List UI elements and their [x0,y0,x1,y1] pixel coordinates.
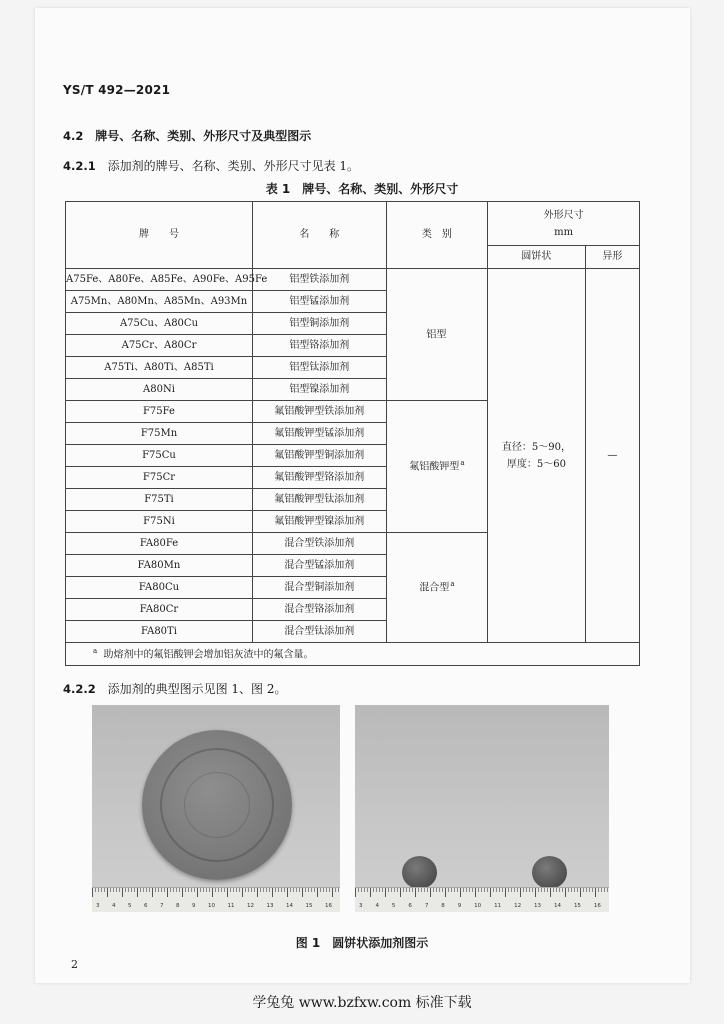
grade-cell: FA80Cu [66,577,253,599]
ruler-label: 15 [305,903,313,909]
section-number: 4.2.1 [63,159,96,173]
category-label: 铝型 [426,329,447,341]
section-number: 4.2.2 [63,682,96,696]
site-footer: 学兔兔 www.bzfxw.com 标准下载 [252,995,472,1011]
header-category: 类 别 [386,202,488,269]
figure-number: 图 1 [295,936,321,950]
section-heading-4-2-1 [63,157,359,174]
irregular-dims-cell: — [585,269,639,643]
category-cell [386,533,488,643]
table-footnote [66,643,640,666]
grade-cell: FA80Cr [66,599,253,621]
name-cell: 氟铝酸钾型铜添加剂 [252,445,386,467]
ruler-label: 11 [494,903,502,909]
ruler-label: 13 [266,903,274,909]
header-irregular: 异形 [585,246,639,269]
name-cell: 氟铝酸钾型钛添加剂 [252,489,386,511]
header-grade: 牌 号 [66,202,253,269]
name-cell: 混合型锰添加剂 [252,555,386,577]
name-cell: 铝型铬添加剂 [252,335,386,357]
round-dims-cell [488,269,586,643]
grade-cell: A80Ni [66,379,253,401]
grade-cell: F75Ti [66,489,253,511]
ruler-label: 10 [474,903,482,909]
name-cell: 铝型钛添加剂 [252,357,386,379]
ruler-label: 16 [593,903,601,909]
name-cell: 氟铝酸钾型铬添加剂 [252,467,386,489]
ruler-label: 13 [534,903,542,909]
grade-cell: A75Ti、A80Ti、A85Ti [66,357,253,379]
section-heading-4-2-2 [63,680,286,697]
name-cell: 铝型铜添加剂 [252,313,386,335]
table-title [0,180,724,197]
ruler-labels [359,903,609,909]
photo-large-disc [92,705,340,912]
footnote-text: 助熔剂中的氟铝酸钾会增加铝灰渣中的氟含量。 [103,649,314,661]
header-dimensions [488,202,640,246]
grade-cell: FA80Mn [66,555,253,577]
name-cell: 混合型铬添加剂 [252,599,386,621]
name-cell: 氟铝酸钾型锰添加剂 [252,423,386,445]
ruler-label: 6 [408,903,412,909]
standard-code: YS/T 492—2021 [63,83,171,97]
header-dimensions-unit: mm [554,226,574,238]
grade-cell: A75Fe、A80Fe、A85Fe、A90Fe、A95Fe [66,269,253,291]
footnote-mark: a [450,580,455,589]
ruler-label: 6 [144,903,148,909]
section-title: 牌号、名称、类别、外形尺寸及典型图示 [95,129,312,143]
category-label: 混合型 [419,582,450,594]
ruler-label: 5 [128,903,132,909]
spec-table [65,201,640,666]
ruler-label: 9 [457,903,462,909]
grade-cell: A75Cr、A80Cr [66,335,253,357]
name-cell: 铝型铁添加剂 [252,269,386,291]
ruler-label: 12 [514,903,522,909]
ruler [92,887,340,912]
table-number: 表 1 [265,182,291,196]
small-disc-additive [402,856,437,889]
ruler-label: 16 [325,903,332,909]
category-cell [386,269,488,401]
grade-cell: FA80Fe [66,533,253,555]
ruler-label: 8 [176,903,180,909]
grade-cell: A75Mn、A80Mn、A85Mn、A93Mn [66,291,253,313]
section-heading-4-2 [63,127,311,144]
name-cell: 氟铝酸钾型镍添加剂 [252,511,386,533]
page-number: 2 [71,958,78,971]
ruler-label: 3 [359,903,363,909]
name-cell: 氟铝酸钾型铁添加剂 [252,401,386,423]
figure-caption [0,934,724,951]
ruler-label: 12 [247,903,254,909]
grade-cell: F75Fe [66,401,253,423]
category-label: 氟铝酸钾型 [409,461,460,473]
ruler-labels [96,903,340,909]
header-dimensions-label: 外形尺寸 [543,209,584,221]
table-row [66,269,640,291]
figure-caption-text: 圆饼状添加剂图示 [332,936,429,950]
section-text: 添加剂的典型图示见图 1、图 2。 [107,682,287,696]
ruler-label: 10 [208,903,215,909]
ruler [355,887,609,912]
large-disc-additive [142,730,292,880]
ruler-label: 8 [441,903,445,909]
grade-cell: F75Mn [66,423,253,445]
name-cell: 混合型铁添加剂 [252,533,386,555]
ruler-label: 4 [375,903,379,909]
photo-small-discs [355,705,609,912]
grade-cell: FA80Ti [66,621,253,643]
ruler-label: 4 [112,903,116,909]
diameter-range: 直径：5～90， [501,441,571,453]
grade-cell: F75Cu [66,445,253,467]
name-cell: 铝型锰添加剂 [252,291,386,313]
ruler-label: 3 [96,903,100,909]
name-cell: 混合型钛添加剂 [252,621,386,643]
header-name: 名 称 [252,202,386,269]
name-cell: 铝型镍添加剂 [252,379,386,401]
section-text: 添加剂的牌号、名称、类别、外形尺寸见表 1。 [107,159,360,173]
name-cell: 混合型铜添加剂 [252,577,386,599]
ruler-label: 15 [573,903,581,909]
footnote-mark: a [460,459,465,468]
ruler-label: 7 [160,903,164,909]
category-cell [386,401,488,533]
grade-cell: A75Cu、A80Cu [66,313,253,335]
ruler-label: 14 [553,903,561,909]
grade-cell: F75Cr [66,467,253,489]
ruler-label: 7 [424,903,429,909]
section-number: 4.2 [63,129,84,143]
footnote-mark: a [93,646,98,655]
thickness-range: 厚度：5～60 [506,458,566,470]
table-title-text: 牌号、名称、类别、外形尺寸 [302,182,459,196]
ruler-label: 5 [391,903,396,909]
ruler-label: 11 [227,903,235,909]
small-disc-additive [532,856,567,889]
ruler-label: 9 [192,903,196,909]
ruler-label: 14 [286,903,293,909]
header-round: 圆饼状 [488,246,586,269]
grade-cell: F75Ni [66,511,253,533]
